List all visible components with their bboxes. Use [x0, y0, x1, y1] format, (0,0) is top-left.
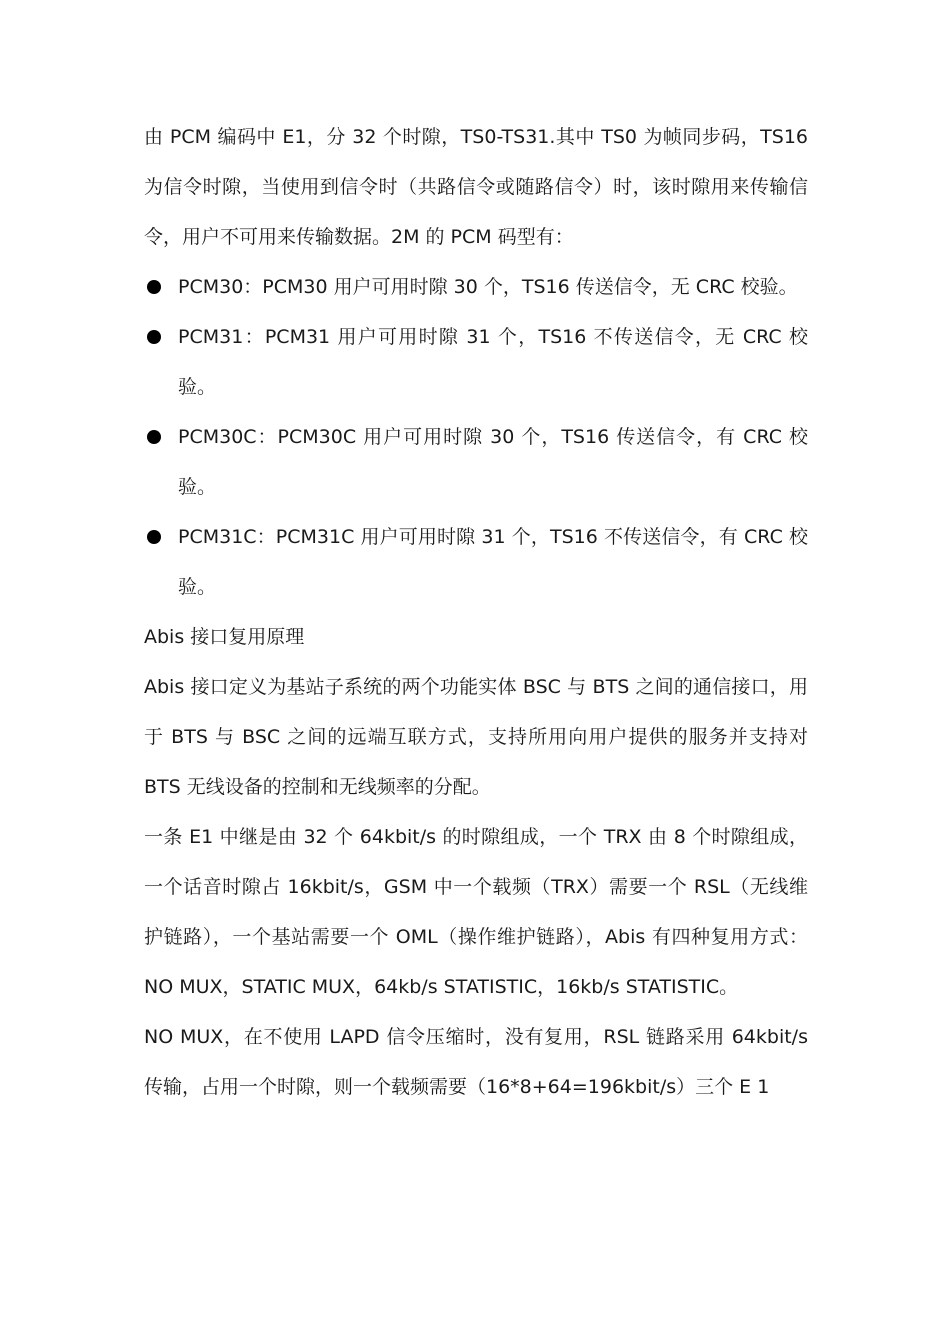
list-item-text: PCM30C：PCM30C 用户可用时隙 30 个，TS16 传送信令，有 CRC 校验。	[178, 426, 808, 498]
list-item-text: PCM30：PCM30 用户可用时隙 30 个，TS16 传送信令，无 CRC 校验。	[178, 276, 798, 298]
list-item	[144, 412, 808, 512]
list-item-text: PCM31C：PCM31C 用户可用时隙 31 个，TS16 不传送信令，有 CRC 校验。	[178, 526, 808, 598]
bullet-icon	[147, 530, 161, 544]
list-item-text: PCM31：PCM31 用户可用时隙 31 个，TS16 不传送信令，无 CRC 校验。	[178, 326, 808, 398]
no-mux-paragraph: NO MUX，在不使用 LAPD 信令压缩时，没有复用，RSL 链路采用 64kbit/s 传输，占用一个时隙，则一个载频需要（16*8+64=196kbit/s）三个 E 1	[144, 1026, 808, 1098]
intro-paragraph: 由 PCM 编码中 E1，分 32 个时隙，TS0-TS31.其中 TS0 为帧同步码，TS16 为信令时隙，当使用到信令时（共路信令或随路信令）时，该时隙用来传输信令，用户不可用来传输数据。2M 的 PCM 码型有：	[144, 126, 808, 248]
bullet-icon	[147, 330, 161, 344]
bullet-icon	[147, 280, 161, 294]
bullet-icon	[147, 430, 161, 444]
abis-definition-paragraph: Abis 接口定义为基站子系统的两个功能实体 BSC 与 BTS 之间的通信接口，用于 BTS 与 BSC 之间的远端互联方式，支持所用向用户提供的服务并支持对 BTS 无线设备的控制和无线频率的分配。	[144, 676, 808, 798]
list-item	[144, 312, 808, 412]
list-item	[144, 512, 808, 612]
section-heading: Abis 接口复用原理	[144, 626, 305, 648]
document-body	[144, 112, 808, 1112]
pcm-type-list	[144, 262, 808, 612]
list-item	[144, 262, 808, 312]
e1-trunk-paragraph: 一条 E1 中继是由 32 个 64kbit/s 的时隙组成，一个 TRX 由 8 个时隙组成，一个话音时隙占 16kbit/s，GSM 中一个载频（TRX）需要一个 RSL（无线维护链路），一个基站需要一个 OML（操作维护链路），Abis 有四种复用方式：NO MUX，STATIC MUX，64kb/s STATISTIC，16kb/s STATISTIC。	[144, 826, 808, 998]
